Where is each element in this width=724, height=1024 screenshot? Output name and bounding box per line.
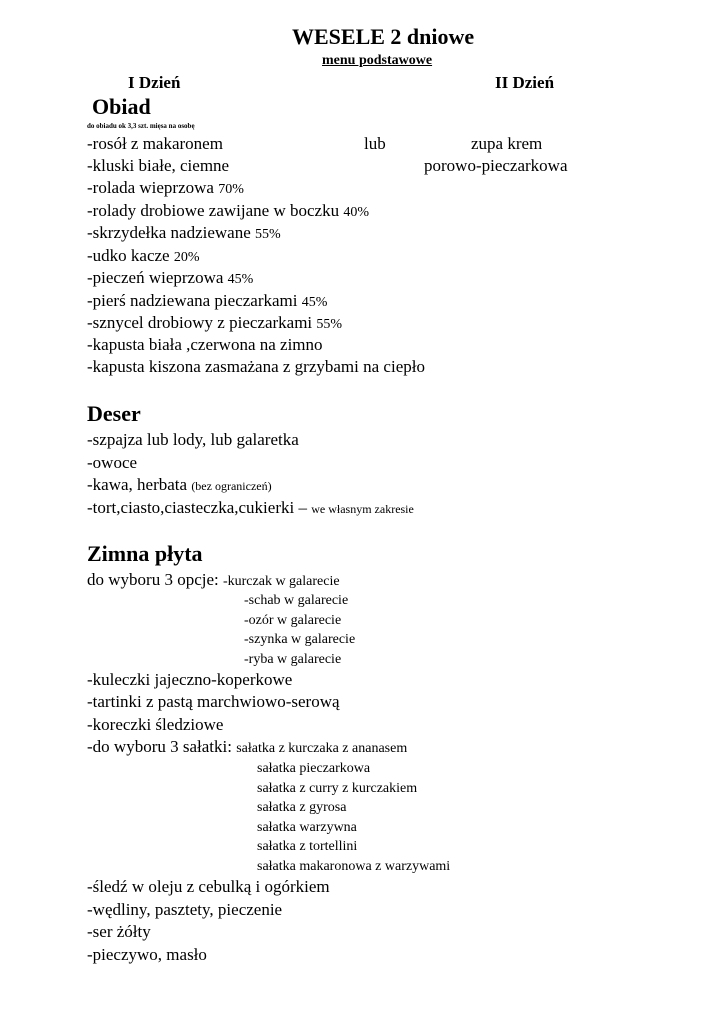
obiad-item: -sznycel drobiowy z pieczarkami 55% (87, 313, 343, 332)
kluski-item: -kluski białe, ciemne (87, 156, 230, 175)
salad-option: sałatka z tortellini (257, 839, 358, 854)
day-two-label: II Dzień (495, 73, 555, 92)
zimna-choose-label: do wyboru 3 opcje: -kurczak w galarecie (87, 570, 340, 589)
zimna-item: -wędliny, pasztety, pieczenie (87, 900, 283, 919)
kapusta-warm: -kapusta kiszona zasmażana z grzybami na ciepło (87, 357, 425, 376)
obiad-item: -rolady drobiowe zawijane w boczku 40% (87, 200, 369, 220)
obiad-item: -pierś nadziewana pieczarkami 45% (87, 290, 328, 310)
deser-item: -kawa, herbata (bez ograniczeń) (87, 475, 272, 494)
salad-option: sałatka z curry z kurczakiem (257, 780, 418, 796)
galareta-option: -schab w galarecie (244, 593, 349, 608)
zimna-item: -ser żółty (87, 922, 151, 941)
obiad-item: -skrzydełka nadziewane 55% (87, 223, 281, 242)
salad-option: sałatka pieczarkowa (257, 761, 371, 776)
obiad-item: -pieczeń wieprzowa 45% (87, 268, 254, 287)
salad-option: sałatka z gyrosa (257, 800, 347, 815)
zimna-item: -śledź w oleju z cebulką i ogórkiem (87, 877, 330, 896)
obiad-item: -udko kacze 20% (87, 245, 200, 265)
soup-rosol: -rosół z makaronem (87, 134, 223, 153)
zimna-item: -tartinki z pastą marchwiowo-serową (87, 692, 340, 711)
deser-item: -owoce (87, 453, 138, 472)
menu-subtitle: menu podstawowe (322, 53, 433, 68)
soup-cream-line2: porowo-pieczarkowa (424, 156, 568, 175)
obiad-note: do obiadu ok 3,3 szt. mięsa na osobę (87, 122, 195, 130)
galareta-option: -szynka w galarecie (244, 632, 356, 647)
salad-option: sałatka warzywna (257, 819, 357, 835)
obiad-heading: Obiad (92, 94, 151, 119)
obiad-item: -rolada wieprzowa 70% (87, 178, 244, 197)
salads-label: -do wyboru 3 sałatki: sałatka z kurczaka z ananasem (87, 737, 408, 756)
day-one-label: I Dzień (128, 73, 181, 92)
zimna-item: -pieczywo, masło (87, 945, 207, 964)
zimna-heading: Zimna płyta (87, 541, 203, 566)
zimna-item: -kuleczki jajeczno-koperkowe (87, 670, 293, 689)
deser-item: -szpajza lub lody, lub galaretka (87, 430, 299, 449)
zimna-item: -koreczki śledziowe (87, 715, 224, 734)
soup-or-label: lub (364, 134, 386, 153)
soup-cream-line1: zupa krem (471, 134, 543, 153)
kapusta-cold: -kapusta biała ,czerwona na zimno (87, 335, 323, 354)
salad-option: sałatka makaronowa z warzywami (257, 858, 451, 874)
document-title: WESELE 2 dniowe (292, 24, 475, 49)
deser-heading: Deser (87, 401, 141, 426)
deser-item: -tort,ciasto,ciasteczka,cukierki – we własnym zakresie (87, 498, 414, 517)
galareta-option: -ozór w galarecie (244, 612, 342, 628)
galareta-option: -ryba w galarecie (244, 652, 342, 667)
